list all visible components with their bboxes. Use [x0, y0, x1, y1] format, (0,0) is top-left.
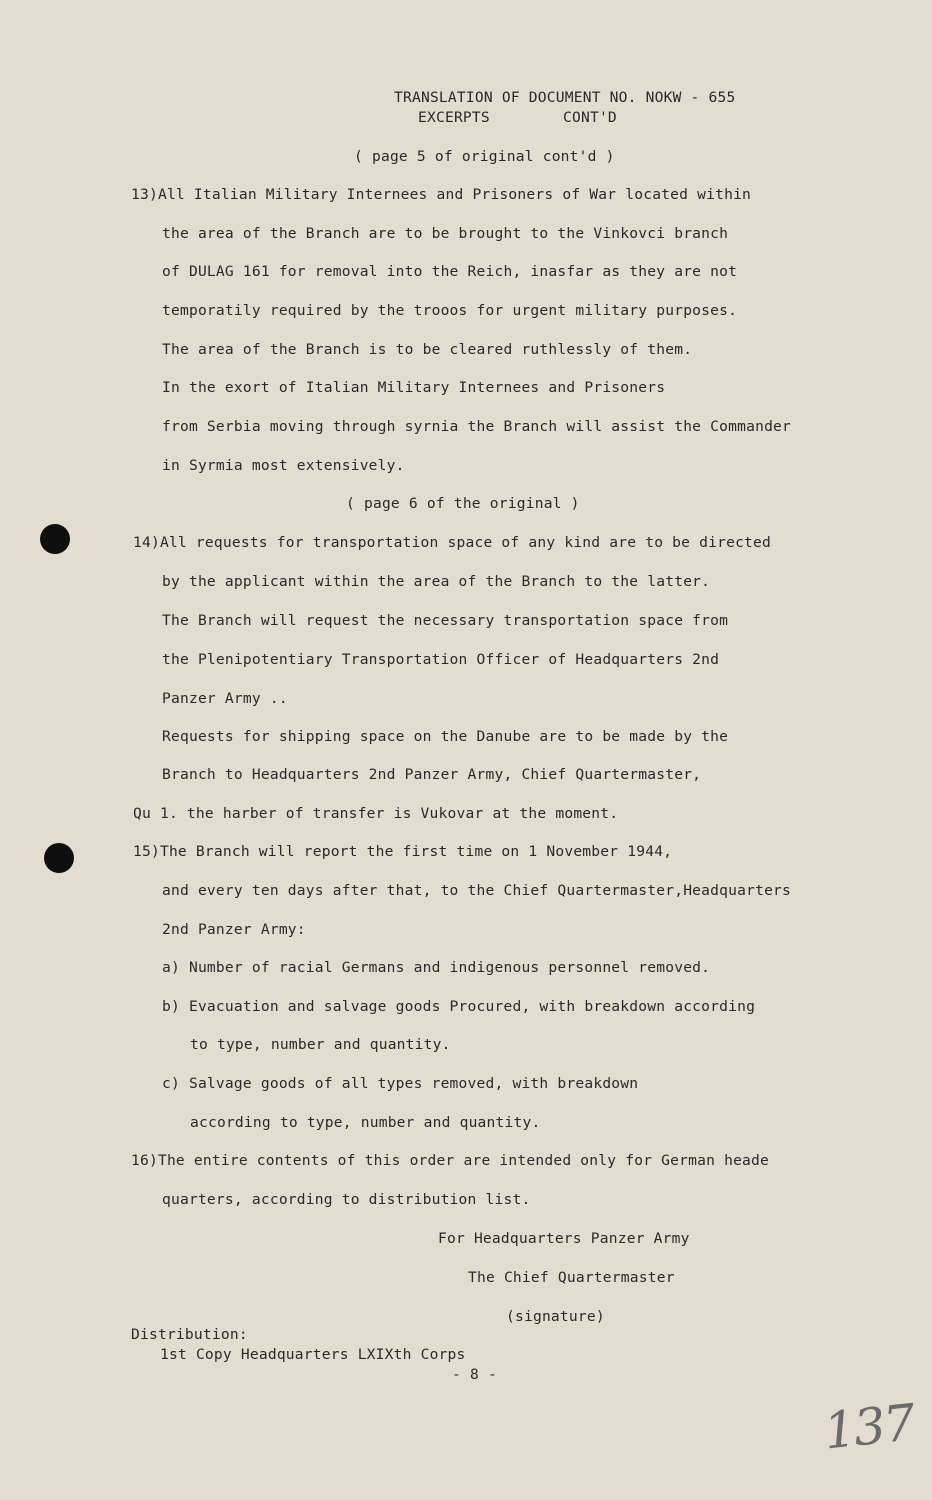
list-item: a) Number of racial Germans and indigenous personnel removed.	[162, 959, 711, 976]
signature-line: For Headquarters Panzer Army	[438, 1230, 690, 1247]
paragraph-line: Requests for shipping space on the Danube are to be made by the	[162, 728, 729, 745]
paragraph-line: the area of the Branch are to be brought to the Vinkovci branch	[162, 225, 729, 242]
paragraph-line: Qu 1. the harber of transfer is Vukovar at the moment.	[133, 805, 619, 822]
paragraph-line: The Branch will request the necessary transportation space from	[162, 612, 729, 629]
paragraph-line: 15)The Branch will report the first time on 1 November 1944,	[133, 843, 673, 860]
signature-line: The Chief Quartermaster	[468, 1269, 675, 1286]
paragraph-line: in Syrmia most extensively.	[162, 457, 405, 474]
list-item-continuation: according to type, number and quantity.	[190, 1114, 541, 1131]
list-item-continuation: to type, number and quantity.	[190, 1036, 451, 1053]
document-title: TRANSLATION OF DOCUMENT NO. NOKW - 655	[394, 89, 736, 106]
paragraph-line: from Serbia moving through syrnia the Branch will assist the Commander	[162, 418, 792, 435]
distribution-label: Distribution:	[131, 1326, 248, 1343]
paragraph-line: Panzer Army ..	[162, 690, 288, 707]
paragraph-line: and every ten days after that, to the Chief Quartermaster,Headquarters	[162, 882, 792, 899]
list-item: b) Evacuation and salvage goods Procured, with breakdown according	[162, 998, 756, 1015]
page-note: ( page 5 of original cont'd )	[354, 148, 615, 165]
page-note: ( page 6 of the original )	[346, 495, 580, 512]
paragraph-line: of DULAG 161 for removal into the Reich, inasfar as they are not	[162, 263, 738, 280]
paragraph-line: Branch to Headquarters 2nd Panzer Army, Chief Quartermaster,	[162, 766, 702, 783]
paragraph-line: The area of the Branch is to be cleared ruthlessly of them.	[162, 341, 693, 358]
excerpts-label: EXCERPTS	[418, 109, 490, 126]
paragraph-line: In the exort of Italian Military Internees and Prisoners	[162, 379, 666, 396]
list-item: c) Salvage goods of all types removed, with breakdown	[162, 1075, 639, 1092]
punch-hole	[44, 843, 74, 873]
signature-placeholder: (signature)	[506, 1308, 605, 1325]
distribution-line: 1st Copy Headquarters LXIXth Corps	[160, 1346, 466, 1363]
paragraph-line: 13)All Italian Military Internees and Prisoners of War located within	[131, 186, 752, 203]
punch-hole	[40, 524, 70, 554]
paragraph-line: by the applicant within the area of the Branch to the latter.	[162, 573, 711, 590]
handwritten-page-number: 137	[821, 1393, 917, 1461]
paragraph-line: 16)The entire contents of this order are intended only for German heade	[131, 1152, 770, 1169]
contd-label: CONT'D	[563, 109, 617, 126]
paragraph-line: temporatily required by the trooos for urgent military purposes.	[162, 302, 738, 319]
paragraph-line: quarters, according to distribution list.	[162, 1191, 531, 1208]
page-number: - 8 -	[452, 1366, 497, 1383]
paragraph-line: 14)All requests for transportation space of any kind are to be directed	[133, 534, 772, 551]
paragraph-line: 2nd Panzer Army:	[162, 921, 306, 938]
paragraph-line: the Plenipotentiary Transportation Officer of Headquarters 2nd	[162, 651, 720, 668]
